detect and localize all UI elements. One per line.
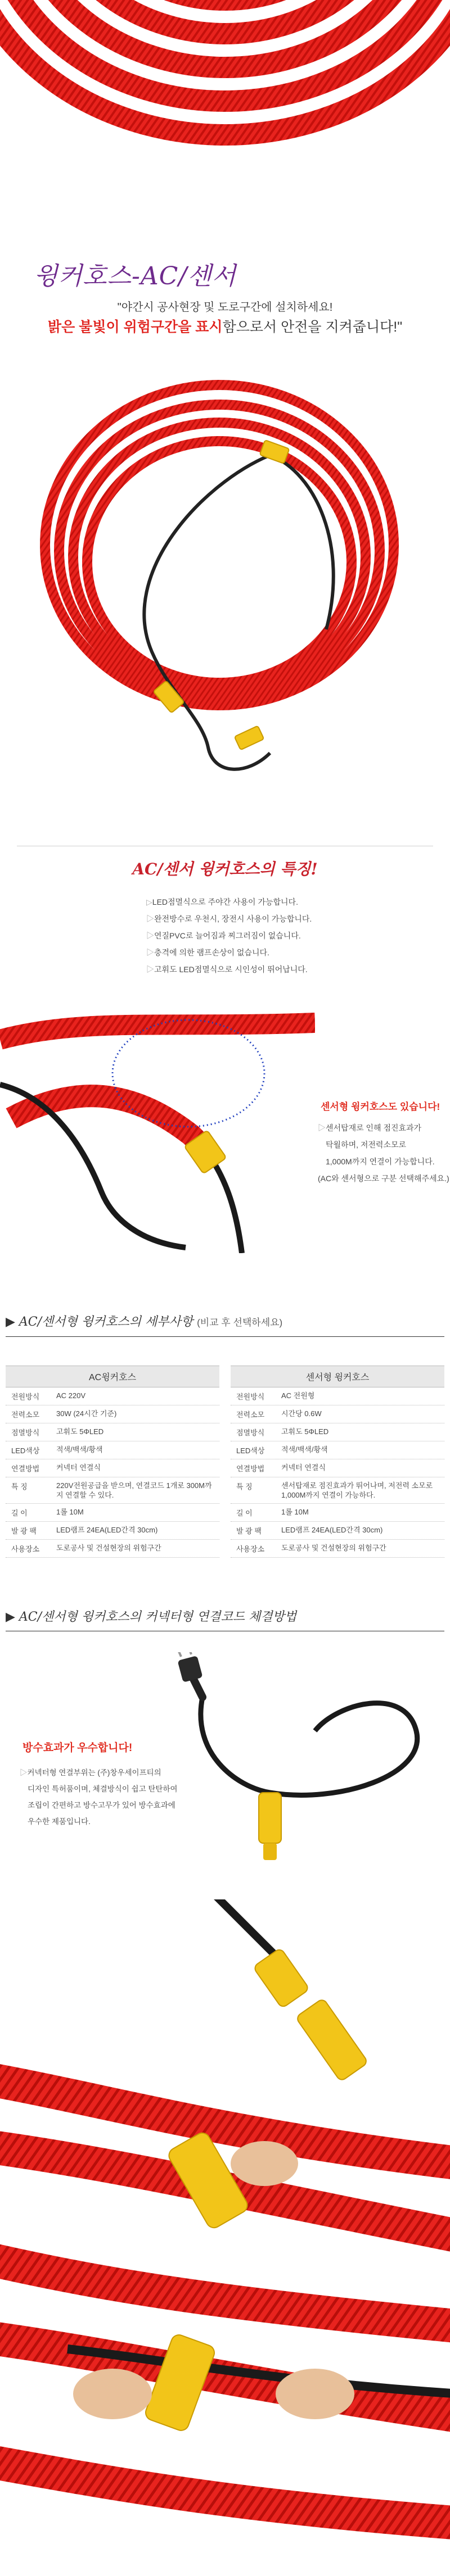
subtitle-line-2 bbox=[0, 316, 450, 336]
product-photo bbox=[34, 360, 416, 792]
spec-table-ac: AC윙커호스 전원방식 AC 220V 전력소모 30W (24시간 기준) 점멸방식 고휘도 5ΦLED LED색상 적색/백색/황색 연결방법 커넥터 연결식 특 징 220V전원공급을 받으며, 연결코드 1개로 300M까지 연결할 수 있다. 길 이 1롤 10M 발 광 팩 LED램프 24EA(LED간격 30cm) 사용장소 도로공사 및 건설현장의 위험구간 bbox=[6, 1366, 219, 1558]
spec-sensor-header: 센서형 윙커호스 bbox=[231, 1366, 444, 1387]
sensor-closeup-photo bbox=[0, 1006, 315, 1253]
feature-item: ▷충격에 의한 램프손상이 없습니다. bbox=[146, 948, 269, 957]
connector-heading: ▶ AC/센서형 윙커호스의 커넥터형 연결코드 체결방법 bbox=[6, 1610, 297, 1624]
feature-item: ▷완전방수로 우천시, 장전시 사용이 가능합니다. bbox=[146, 914, 312, 923]
feature-item: ▷연질PVC로 늘어짐과 찌그러짐이 없습니다. bbox=[146, 931, 301, 940]
spec-heading-underline bbox=[6, 1336, 444, 1337]
hose-coil-photo bbox=[0, 0, 450, 191]
features-title: AC/센서 윙커호스의 특징! bbox=[132, 860, 318, 878]
water-text: ▷커넥터형 연결부위는 (주)창우세이프티의 디자인 특허품이며, 체결방식이 쉽고 탄탄하여 조립이 간편하고 방수고무가 있어 방수효과에 우수한 제품입니다. bbox=[20, 1768, 178, 1826]
connector-steps-photo bbox=[0, 1899, 450, 2574]
water-title: 방수효과가 우수합니다! bbox=[22, 1742, 133, 1754]
subtitle-line-1: "야간시 공사현장 및 도로구간에 설치하세요! bbox=[117, 301, 333, 314]
features-list bbox=[146, 894, 312, 978]
feature-item: ▷LED점멸식으로 주야간 사용이 가능합니다. bbox=[146, 897, 298, 906]
subtitle-highlight: 밝은 불빛이 위험구간을 표시 bbox=[47, 319, 223, 335]
sensor-box-text: ▷센서탑재로 인해 점진효과가 탁월하며, 저전력소모로 1,000M까지 연결이 가능합니다. (AC와 센서형으로 구분 선택해주세요.) bbox=[318, 1123, 449, 1183]
page-title: 윙커호스-AC/센서 bbox=[34, 262, 237, 291]
plug-cord-photo bbox=[169, 1652, 439, 1877]
spec-ac-header: AC윙커호스 bbox=[6, 1366, 219, 1387]
spec-heading: ▶ AC/센서형 윙커호스의 세부사항 (비교 후 선택하세요) bbox=[6, 1315, 283, 1329]
spec-table-sensor: 센서형 윙커호스 전원방식 AC 전원형 전력소모 시간당 0.6W 점멸방식 고휘도 5ΦLED LED색상 적색/백색/황색 연결방법 커넥터 연결식 특 징 센서탑재로 점진효과가 뛰어나며, 저전력 소모로 1,000M까지 연결이 가능하다. 길 이 1롤 10M 발 광 팩 LED램프 24EA(LED간격 30cm) 사용장소 도로공사 및 건설현장의 위험구간 bbox=[231, 1366, 444, 1558]
subtitle-rest: 함으로서 안전을 지켜줍니다!" bbox=[222, 319, 403, 335]
sensor-box-title: 센서형 윙커호스도 있습니다! bbox=[321, 1101, 440, 1112]
feature-item: ▷고휘도 LED점멸식으로 시인성이 뛰어납니다. bbox=[146, 965, 308, 974]
